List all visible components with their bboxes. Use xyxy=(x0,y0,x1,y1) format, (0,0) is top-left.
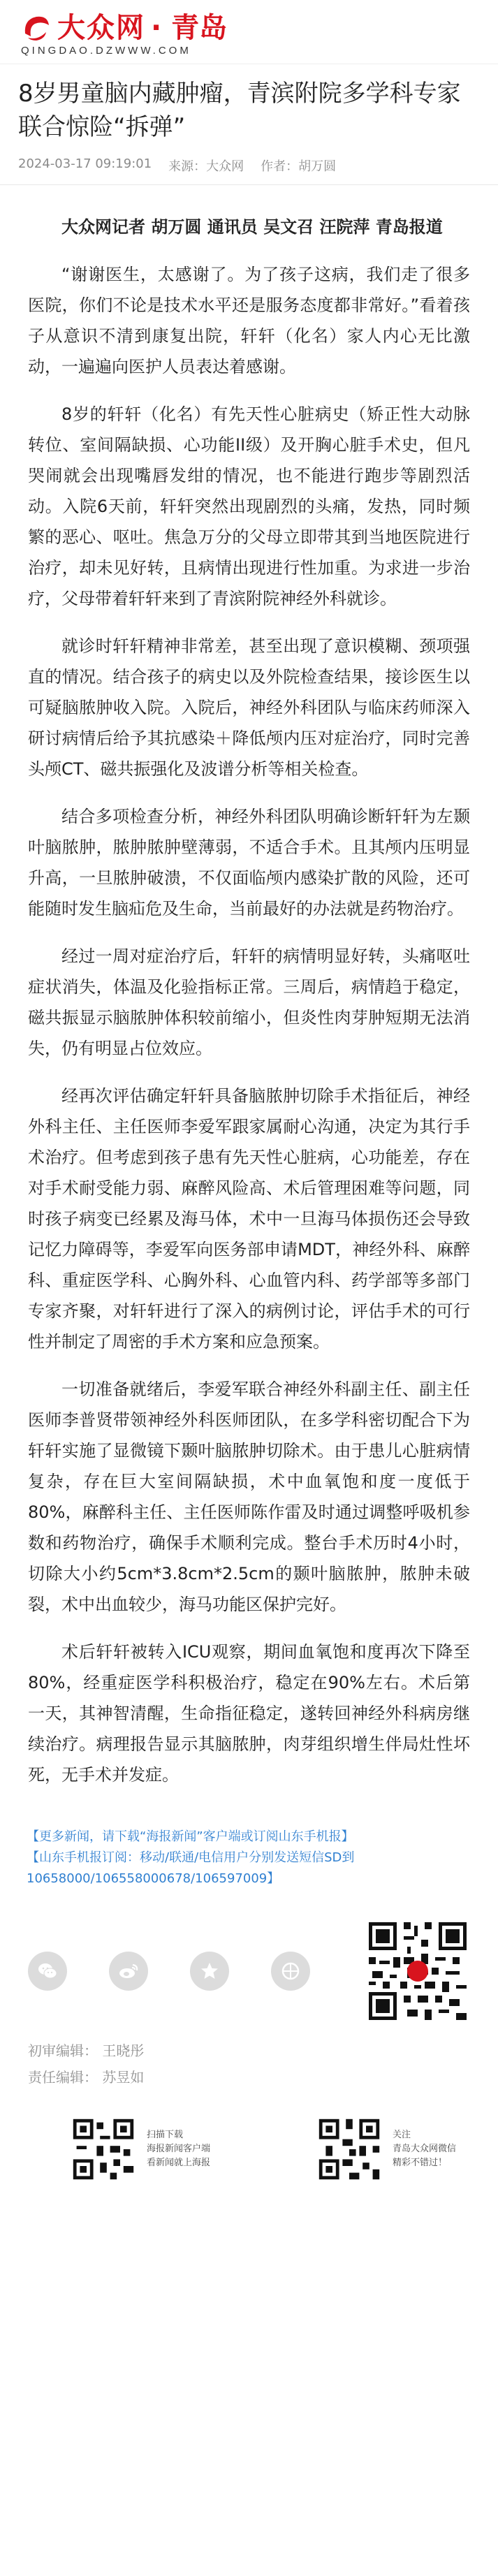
article-paragraph: 术后轩轩被转入ICU观察，期间血氧饱和度再次下降至80%，经重症医学科积极治疗，稳定在90%左右。术后第一天，其神智清醒，生命指征稳定，遂转回神经外科病房继续治疗。病理报告显示其脑脓肿，肉芽组织增生伴局灶性坏死，无手术并发症。 xyxy=(28,1642,470,1785)
site-city: · 青岛 xyxy=(151,12,228,44)
weibo-icon xyxy=(117,1960,140,1982)
app-download-title: 扫描下载 xyxy=(147,2130,184,2140)
first-editor: 初审编辑： 王晓彤 xyxy=(28,2042,145,2059)
share-icons xyxy=(28,1952,310,1991)
moments-share-button[interactable] xyxy=(271,1952,310,1991)
wechat-follow-promo[interactable] xyxy=(316,2116,456,2183)
app-download-line3: 看新闻就上海报 xyxy=(147,2158,211,2168)
article-paragraph: 就诊时轩轩精神非常差，甚至出现了意识模糊、颈项强直的情况。结合孩子的病史以及外院检查结果，接诊医生以可疑脑脓肿收入院。入院后，神经外科团队与临床药师深入研讨病情后给予其抗感染＋降低颅内压对症治疗，同时完善头颅CT、磁共振强化及波谱分析等相关检查。 xyxy=(28,636,470,779)
moments-icon xyxy=(279,1960,302,1982)
share-block xyxy=(0,1889,498,2037)
wechat-follow-line3: 精彩不错过！ xyxy=(392,2158,447,2168)
article-author: 作者：胡万圆 xyxy=(261,159,337,174)
app-download-promo[interactable] xyxy=(70,2116,210,2183)
article-paragraph: 8岁的轩轩（化名）有先天性心脏病史（矫正性大动脉转位、室间隔缺损、心功能II级）及开胸心脏手术史，但凡哭闹就会出现嘴唇发绀的情况，也不能进行跑步等剧烈活动。入院6天前，轩轩突然出现剧烈的头痛，发热，同时频繁的恶心、呕吐。焦急万分的父母立即带其到当地医院进行治疗，却未见好转，且病情出现进行性加重。为求进一步治疗，父母带着轩轩来到了青滨附院神经外科就诊。 xyxy=(28,404,470,608)
duty-editor: 责任编辑： 苏昱如 xyxy=(28,2069,145,2086)
article-datetime: 2024-03-17 09:19:01 xyxy=(18,156,152,171)
logo-emblem-icon xyxy=(21,13,52,43)
wechat-qr-icon xyxy=(316,2116,383,2183)
wechat-share-button[interactable] xyxy=(28,1952,67,1991)
app-download-line2: 海报新闻客户端 xyxy=(147,2144,211,2154)
site-domain: QINGDAO.DZWWW.COM xyxy=(21,45,191,57)
subscribe-notice[interactable] xyxy=(27,1827,471,1889)
qr-code-icon xyxy=(365,1919,470,2024)
site-brand: 大众网 xyxy=(57,11,145,44)
wechat-follow-line2: 青岛大众网微信 xyxy=(392,2144,456,2154)
article-header xyxy=(0,64,498,185)
article-paragraph: 经过一周对症治疗后，轩轩的病情明显好转，头痛呕吐症状消失，体温及化验指标正常。三周后，病情趋于稳定，磁共振显示脑脓肿体积较前缩小，但炎性肉芽肿短期无法消失，仍有明显占位效应。 xyxy=(28,946,470,1058)
wechat-follow-text xyxy=(393,2128,456,2170)
wechat-follow-title: 关注 xyxy=(392,2130,411,2140)
editor-info xyxy=(0,2037,498,2091)
article-paragraph: 经再次评估确定轩轩具备脑脓肿切除手术指征后，神经外科主任、主任医师李爱军跟家属耐心沟通，决定为其行手术治疗。但考虑到孩子患有先天性心脏病，心功能差，存在对手术耐受能力弱、麻醉风险高、术后管理困难等问题，同时孩子病变已经累及海马体，术中一旦海马体损伤还会导致记忆力障碍等，李爱军向医务部申请MDT，神经外科、麻醉科、重症医学科、心胸外科、心血管内科、药学部等多部门专家齐聚，对轩轩进行了深入的病例讨论，评估手术的可行性并制定了周密的手术方案和应急预案。 xyxy=(28,1086,470,1352)
app-qr-icon xyxy=(70,2116,137,2183)
favorite-button[interactable] xyxy=(190,1952,229,1991)
site-header xyxy=(0,0,498,64)
notice-download[interactable]: 【更多新闻，请下载“海报新闻”客户端或订阅山东手机报】 xyxy=(27,1829,354,1844)
weibo-share-button[interactable] xyxy=(109,1952,148,1991)
article-title: 8岁男童脑内藏肿瘤，青滨附院多学科专家联合惊险“拆弹” xyxy=(18,80,461,141)
article-byline: 大众网记者 胡万圆 通讯员 吴文召 汪院萍 青岛报道 xyxy=(61,217,443,237)
article-paragraph: “谢谢医生，太感谢了。为了孩子这病，我们走了很多医院，你们不论是技术水平还是服务态度都非常好。”看着孩子从意识不清到康复出院，轩轩（化名）家人内心无比激动，一遍遍向医护人员表达着感谢。 xyxy=(28,265,470,376)
site-logo[interactable] xyxy=(21,13,477,43)
notice-subscribe[interactable]: 【山东手机报订阅：移动/联通/电信用户分别发送短信SD到10658000/106558000678/106597009】 xyxy=(27,1850,355,1886)
footer-promo xyxy=(0,2091,498,2204)
app-download-text xyxy=(147,2128,210,2170)
favorite-icon xyxy=(198,1960,221,1982)
article-source: 来源：大众网 xyxy=(168,159,244,174)
article-paragraph: 结合多项检查分析，神经外科团队明确诊断轩轩为左颞叶脑脓肿，脓肿脓肿壁薄弱，不适合手术。且其颅内压明显升高，一旦脓肿破溃，不仅面临颅内感染扩散的风险，还可能随时发生脑疝危及生命，当前最好的办法就是药物治疗。 xyxy=(28,807,470,919)
article-body xyxy=(0,185,498,1814)
article-paragraph: 一切准备就绪后，李爱军联合神经外科副主任、副主任医师李普贤带领神经外科医师团队，在多学科密切配合下为轩轩实施了显微镜下颞叶脑脓肿切除术。由于患儿心脏病情复杂，存在巨大室间隔缺损，术中血氧饱和度一度低于80%，麻醉科主任、主任医师陈作雷及时通过调整呼吸机参数和药物治疗，确保手术顺利完成。整台手术历时4小时，切除大小约5cm*3.8cm*2.5cm的颞叶脑脓肿，脓肿未破裂，术中出血较少，海马功能区保护完好。 xyxy=(28,1380,470,1614)
wechat-icon xyxy=(36,1960,59,1982)
article-meta xyxy=(18,156,480,175)
